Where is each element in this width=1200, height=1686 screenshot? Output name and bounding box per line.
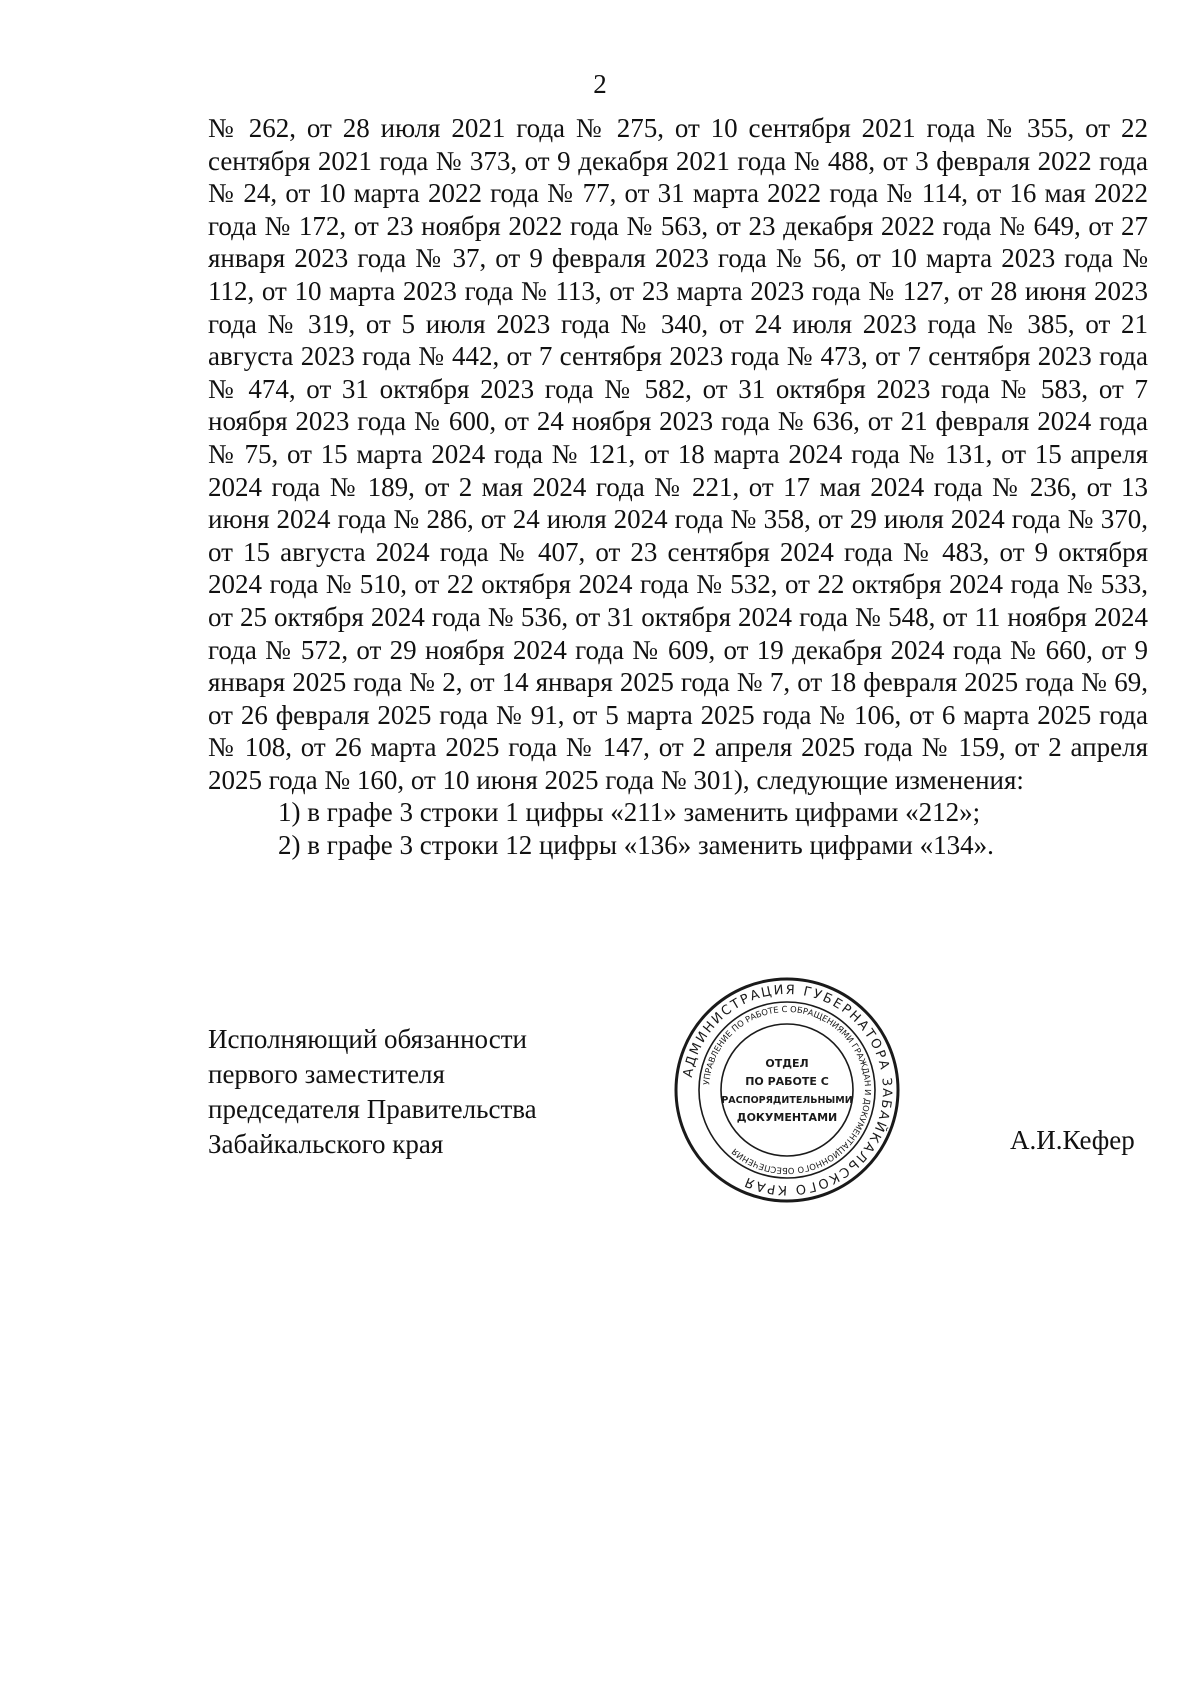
stamp-center-line: ДОКУМЕНТАМИ	[736, 1111, 838, 1124]
document-body	[208, 112, 1148, 862]
signatory-position-line: Исполняющий обязанности	[208, 1024, 527, 1054]
stamp-inner-ring	[721, 1024, 853, 1156]
stamp-outer-text: АДМИНИСТРАЦИЯ ГУБЕРНАТОРА ЗАБАЙКАЛЬСКОГО КРАЯ	[680, 982, 895, 1198]
stamp-graphic	[672, 975, 902, 1205]
signatory-position-line: первого заместителя	[208, 1059, 445, 1089]
stamp-middle-ring	[699, 1002, 875, 1178]
signatory-position-line: Забайкальского края	[208, 1129, 444, 1159]
stamp-center-line: РАСПОРЯДИТЕЛЬНЫМИ	[721, 1095, 853, 1106]
official-stamp	[672, 975, 902, 1205]
amendments-paragraph: № 262, от 28 июля 2021 года № 275, от 10 сентября 2021 года № 355, от 22 сентября 2021 года № 373, от 9 декабря 2021 года № 488, от 3 февраля 2022 года № 24, от 10 марта 2022 года № 77, от 31 марта 2022 года № 114, от 16 мая 2022 года № 172, от 23 ноября 2022 года № 563, от 23 декабря 2022 года № 649, от 27 января 2023 года № 37, от 9 февраля 2023 года № 56, от 10 марта 2023 года № 112, от 10 марта 2023 года № 113, от 23 марта 2023 года № 127, от 28 июня 2023 года № 319, от 5 июля 2023 года № 340, от 24 июля 2023 года № 385, от 21 августа 2023 года № 442, от 7 сентября 2023 года № 473, от 7 сентября 2023 года № 474, от 31 октября 2023 года № 582, от 31 октября 2023 года № 583, от 7 ноября 2023 года № 600, от 24 ноября 2023 года № 636, от 21 февраля 2024 года № 75, от 15 марта 2024 года № 121, от 18 марта 2024 года № 131, от 15 апреля 2024 года № 189, от 2 мая 2024 года № 221, от 17 мая 2024 года № 236, от 13 июня 2024 года № 286, от 24 июля 2024 года № 358, от 29 июля 2024 года № 370, от 15 августа 2024 года № 407, от 23 сентября 2024 года № 483, от 9 октября 2024 года № 510, от 22 октября 2024 года № 532, от 22 октября 2024 года № 533, от 25 октября 2024 года № 536, от 31 октября 2024 года № 548, от 11 ноября 2024 года № 572, от 29 ноября 2024 года № 609, от 19 декабря 2024 года № 660, от 9 января 2025 года № 2, от 14 января 2025 года № 7, от 18 февраля 2025 года № 69, от 26 февраля 2025 года № 91, от 5 марта 2025 года № 106, от 6 марта 2025 года № 108, от 26 марта 2025 года № 147, от 2 апреля 2025 года № 159, от 2 апреля 2025 года № 160, от 10 июня 2025 года № 301), следующие изменения:	[208, 113, 1148, 795]
page-number: 2	[593, 69, 607, 99]
amendment-item-1: 1) в графе 3 строки 1 цифры «211» заменить цифрами «212»;	[278, 797, 981, 828]
signatory-position	[208, 1022, 628, 1162]
amendment-item-2: 2) в графе 3 строки 12 цифры «136» заменить цифрами «134».	[278, 830, 994, 861]
stamp-inner-text: УПРАВЛЕНИЕ ПО РАБОТЕ С ОБРАЩЕНИЯМИ ГРАЖДАН И ДОКУМЕНТАЦИОННОГО ОБЕСПЕЧЕНИЯ	[701, 1003, 874, 1177]
signatory-position-line: председателя Правительства	[208, 1094, 537, 1124]
stamp-center-line: ПО РАБОТЕ С	[745, 1075, 829, 1088]
stamp-center-line: ОТДЕЛ	[765, 1057, 809, 1070]
signatory-name: А.И.Кефер	[1010, 1125, 1135, 1155]
